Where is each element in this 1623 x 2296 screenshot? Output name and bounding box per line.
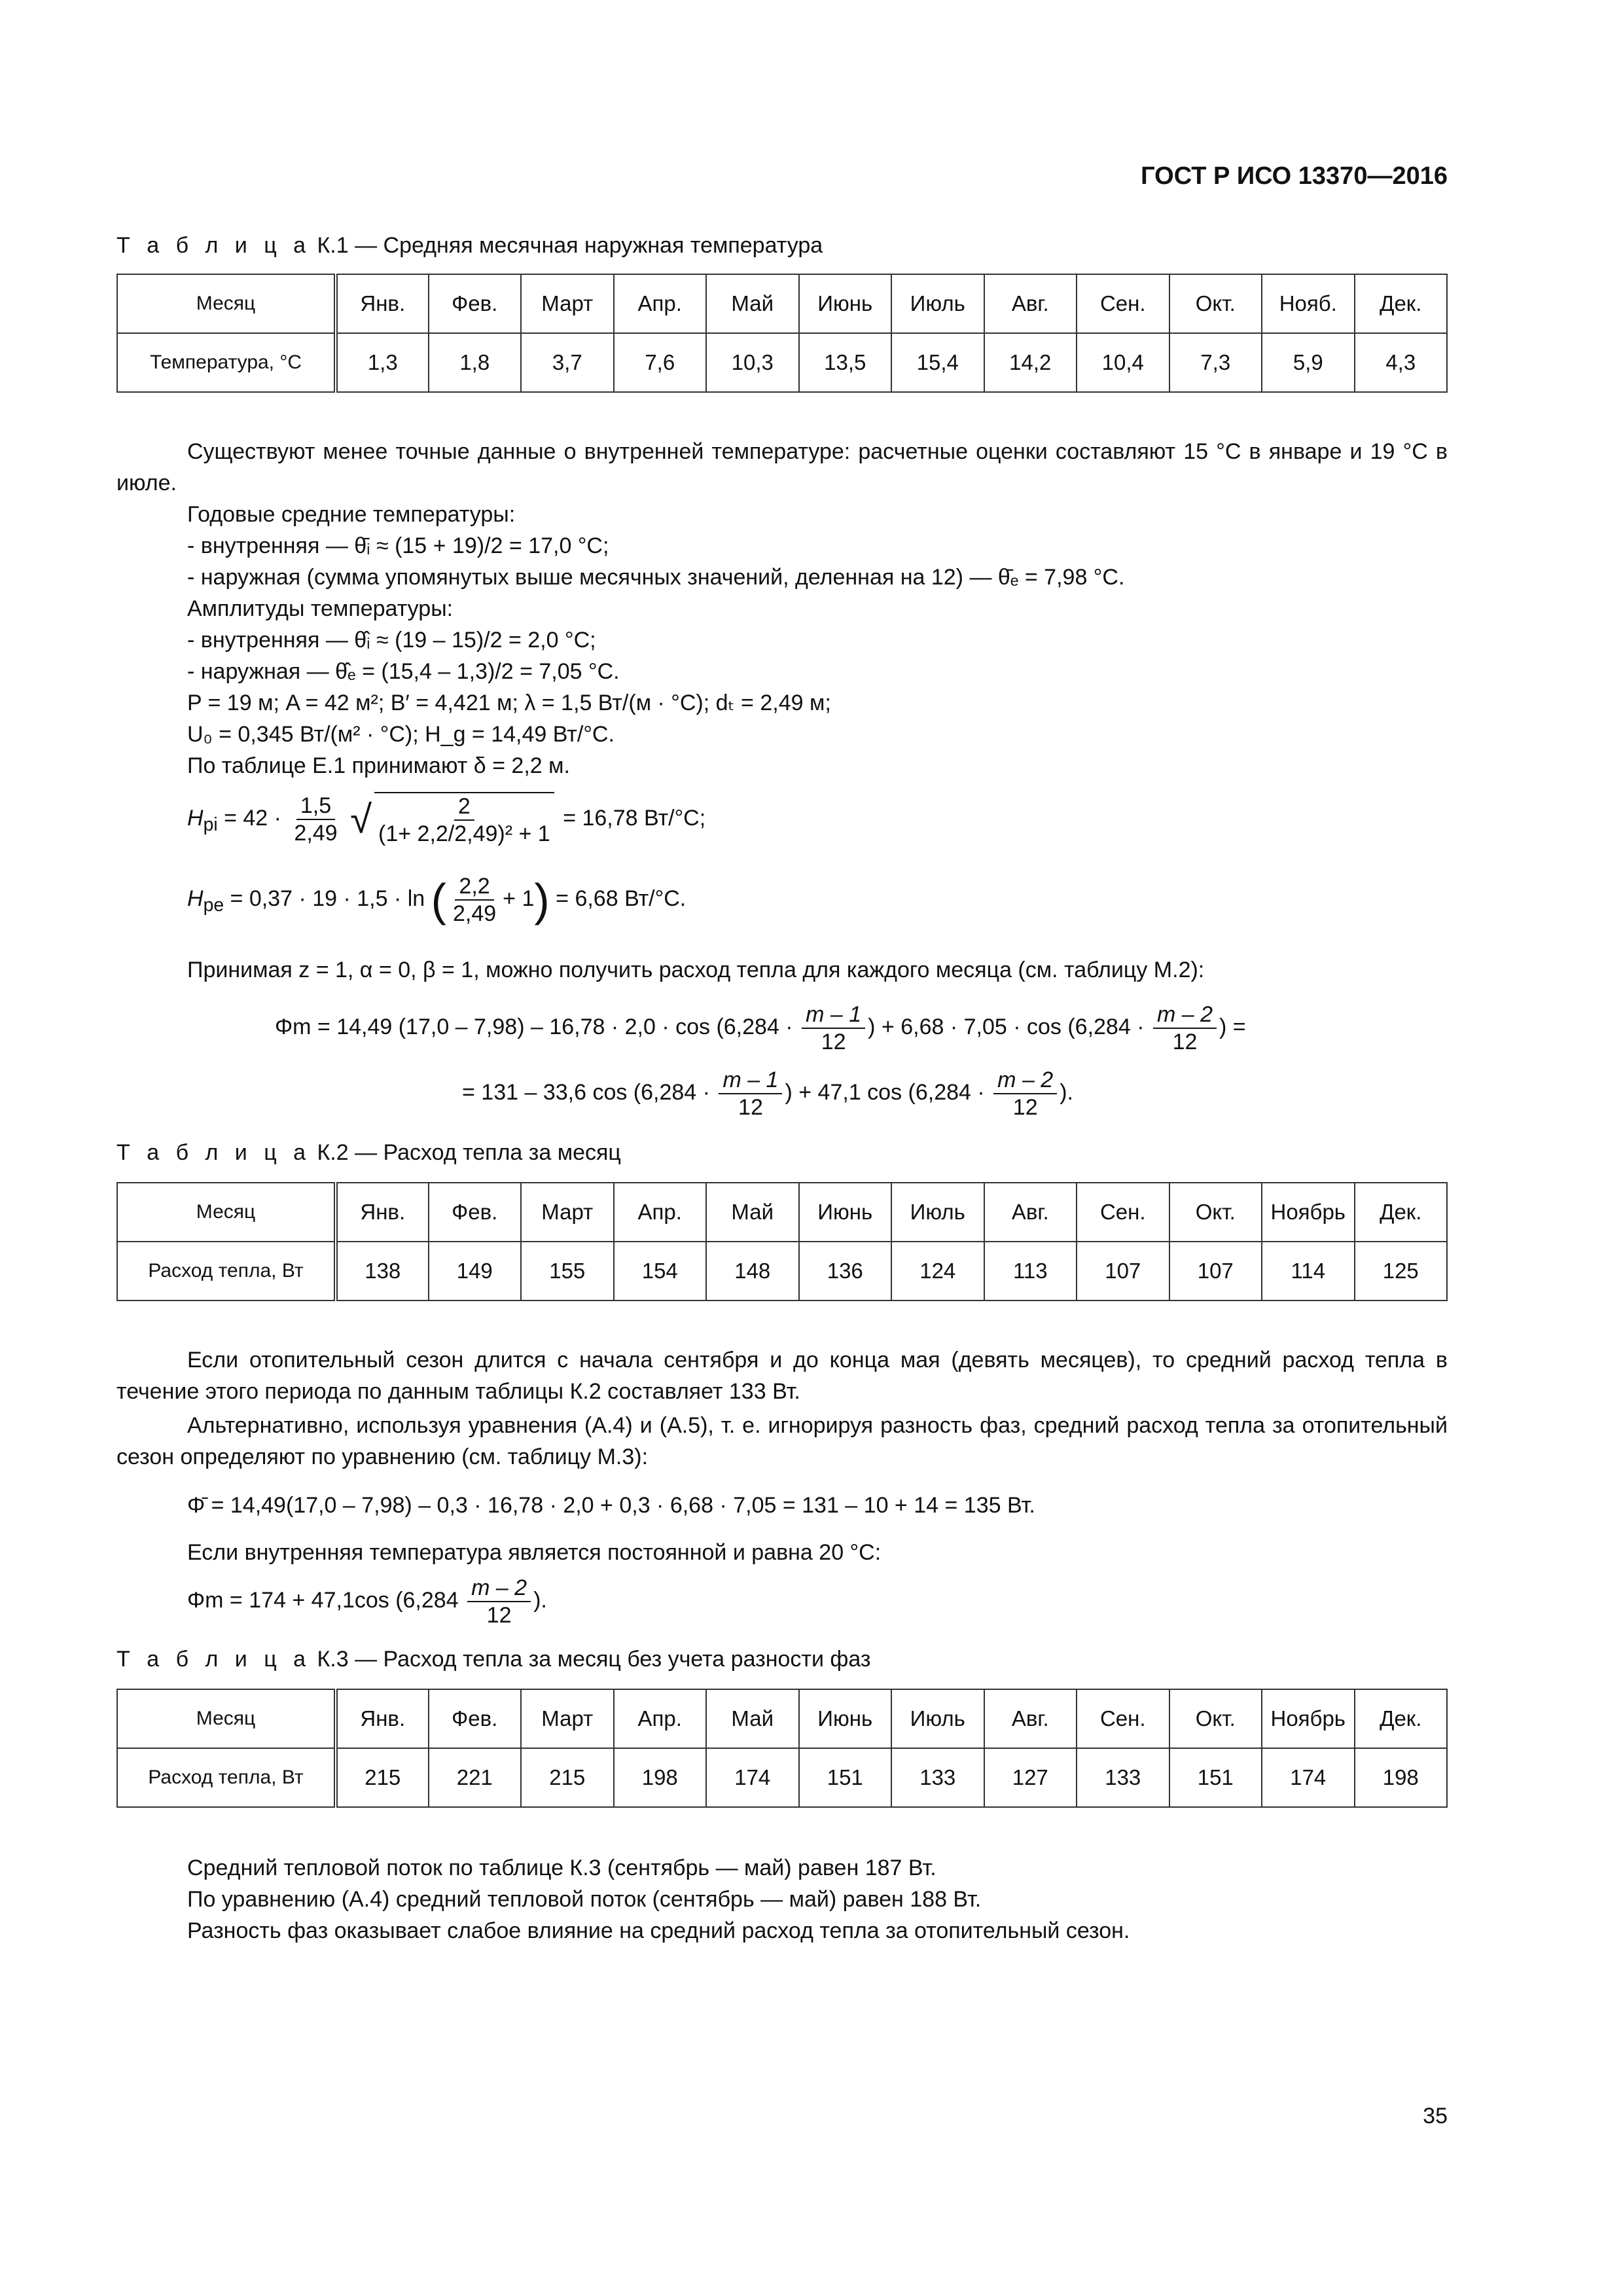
table3-header-row	[117, 1689, 1447, 1748]
table2-month-cell: Фев.	[429, 1183, 522, 1242]
table1-value-cell: 10,4	[1077, 333, 1169, 392]
table1-month-cell: Фев.	[429, 274, 522, 333]
annual-internal: - внутренняя — θ̄ᵢ ≈ (15 + 19)/2 = 17,0 °C;	[187, 533, 609, 558]
table2-value-cell: 125	[1355, 1242, 1448, 1300]
table1-month-cell: Март	[521, 274, 614, 333]
hpi-fraction-1: $\frac{1,5}{2,49}$	[294, 793, 338, 846]
table3-value-cell: 221	[429, 1748, 522, 1807]
formula-phi-constant: Φm = 174 + 47,1cos (6,284 $\frac{m - 2}{12}$ ).	[187, 1575, 547, 1628]
table1-value-cell: 7,3	[1169, 333, 1262, 392]
table2-month-cell: Сен.	[1077, 1183, 1169, 1242]
table1-row2-label: Температура, °С	[117, 333, 336, 392]
table1-value-cell: 1,8	[429, 333, 522, 392]
table3-row1-label: Месяц	[117, 1689, 336, 1748]
amplitude-external: - наружная — θ̂ₑ = (15,4 – 1,3)/2 = 7,05 °C.	[187, 659, 620, 684]
table1-row1-label: Месяц	[117, 274, 336, 333]
formula-phi-line2: = 131 – 33,6 cos (6,284 · $\frac{m - 1}{12}$ ) + 47,1 cos (6,284 · $\frac{m - 2}{12}$ ).	[462, 1067, 1073, 1120]
table3-caption: Т а б л и ц а К.3 — Расход тепла за месяц без учета разности фаз	[116, 1647, 871, 1672]
table2-value-cell: 148	[706, 1242, 799, 1300]
table2-values-row	[117, 1242, 1447, 1300]
amplitude-heading: Амплитуды температуры:	[187, 596, 454, 621]
table1-month-cell: Июль	[891, 274, 984, 333]
table2-month-cell: Авг.	[984, 1183, 1077, 1242]
table2-value-cell: 149	[429, 1242, 522, 1300]
sqrt-symbol: √	[350, 797, 372, 842]
table3-values-row	[117, 1748, 1447, 1807]
table2-month-cell: Ноябрь	[1262, 1183, 1355, 1242]
table3-value-cell: 174	[706, 1748, 799, 1807]
table1-value-cell: 5,9	[1262, 333, 1355, 392]
table3-month-cell: Дек.	[1355, 1689, 1448, 1748]
summary-line1: Средний тепловой поток по таблице К.3 (сентябрь — май) равен 187 Вт.	[187, 1856, 936, 1880]
table2-caption: Т а б л и ц а К.2 — Расход тепла за месяц	[116, 1140, 621, 1165]
formula-hpi: $H_{pi} = 42$ · $\frac{1,5}{2,49}$ √ $\frac{2}{\text{(1+ 2,2/2,49)² + 1}}$ = 16,78 Вт/°С;	[187, 793, 706, 846]
para-constant-temp: Если внутренняя температура является постоянной и равна 20 °С:	[187, 1540, 882, 1565]
table2-header-row	[117, 1183, 1447, 1242]
table1-value-cell: 13,5	[799, 333, 892, 392]
table3-value-cell: 133	[1077, 1748, 1169, 1807]
table1-value-cell: 1,3	[336, 333, 429, 392]
table3-value-cell: 198	[614, 1748, 707, 1807]
table1-value-cell: 14,2	[984, 333, 1077, 392]
table3-month-cell: Авг.	[984, 1689, 1077, 1748]
table3-month-cell: Июнь	[799, 1689, 892, 1748]
table3-month-cell: Март	[521, 1689, 614, 1748]
table1-month-cell: Май	[706, 274, 799, 333]
table3-value-cell: 215	[521, 1748, 614, 1807]
table3-month-cell: Ноябрь	[1262, 1689, 1355, 1748]
table3-value-cell: 151	[799, 1748, 892, 1807]
table2-value-cell: 107	[1077, 1242, 1169, 1300]
page-number: 35	[1423, 2104, 1448, 2128]
table2-month-cell: Апр.	[614, 1183, 707, 1242]
table3-month-cell: Фев.	[429, 1689, 522, 1748]
table3-value-cell: 127	[984, 1748, 1077, 1807]
table2-month-cell: Июнь	[799, 1183, 892, 1242]
table2-month-cell: Янв.	[336, 1183, 429, 1242]
amplitude-internal: - внутренняя — θ̂ᵢ ≈ (19 – 15)/2 = 2,0 °C;	[187, 628, 596, 653]
hpe-fraction: $\frac{2,2}{2,49}$	[452, 874, 497, 926]
table3-month-cell: Июль	[891, 1689, 984, 1748]
table2-value-cell: 107	[1169, 1242, 1262, 1300]
table3-row2-label: Расход тепла, Вт	[117, 1748, 336, 1807]
table1-header-row	[117, 274, 1447, 333]
table2-row1-label: Месяц	[117, 1183, 336, 1242]
table2-row2-label: Расход тепла, Вт	[117, 1242, 336, 1300]
delta-line: По таблице Е.1 принимают δ = 2,2 м.	[187, 753, 570, 778]
table1-value-cell: 3,7	[521, 333, 614, 392]
summary-line2: По уравнению (А.4) средний тепловой поток (сентябрь — май) равен 188 Вт.	[187, 1887, 982, 1912]
table3-value-cell: 198	[1355, 1748, 1448, 1807]
table2-value-cell: 155	[521, 1242, 614, 1300]
para-alternative: Альтернативно, используя уравнения (А.4) и (А.5), т. е. игнорируя разность фаз, средний расход тепла за отопительный сезон определяют по уравнению (см. таблицу М.3):	[116, 1413, 1448, 1469]
document-header: ГОСТ Р ИСО 13370—2016	[1141, 162, 1448, 190]
table2-value-cell: 113	[984, 1242, 1077, 1300]
table1-month-cell: Сен.	[1077, 274, 1169, 333]
table2-value-cell: 124	[891, 1242, 984, 1300]
table3-month-cell: Май	[706, 1689, 799, 1748]
parameters-line2: U₀ = 0,345 Вт/(м² · °С); H_g = 14,49 Вт/°С.	[187, 722, 615, 747]
table1-month-cell: Июнь	[799, 274, 892, 333]
table3-value-cell: 133	[891, 1748, 984, 1807]
para-internal-temp: Существуют менее точные данные о внутренней температуре: расчетные оценки составляют 15 °С в январе и 19 °С в июле.	[116, 439, 1448, 495]
formula-phi-mean: Φ̄ = 14,49(17,0 – 7,98) – 0,3 · 16,78 · 2,0 + 0,3 · 6,68 · 7,05 = 131 – 10 + 14 = 135 Вт.	[187, 1493, 1035, 1518]
annual-heading: Годовые средние температуры:	[187, 502, 516, 527]
table1-month-cell: Янв.	[336, 274, 429, 333]
formula-phi-line1: Φm = 14,49 (17,0 – 7,98) – 16,78 · 2,0 · cos (6,284 · $\frac{m - 1}{12}$ ) + 6,68 · 7,05 · cos (6,284 · $\frac{m - 2}{12}$ ) =	[275, 1002, 1246, 1054]
table1-values-row	[117, 333, 1447, 392]
hpi-fraction-2: $\frac{2}{\text{(1+ 2,2/2,49)² + 1}}$	[374, 792, 554, 847]
table1-month-cell: Апр.	[614, 274, 707, 333]
table1-month-cell: Дек.	[1355, 274, 1448, 333]
table3-month-cell: Окт.	[1169, 1689, 1262, 1748]
table2-month-cell: Март	[521, 1183, 614, 1242]
table3-value-cell: 151	[1169, 1748, 1262, 1807]
table1-value-cell: 15,4	[891, 333, 984, 392]
table1-value-cell: 4,3	[1355, 333, 1448, 392]
table3-value-cell: 215	[336, 1748, 429, 1807]
table1-month-cell: Авг.	[984, 274, 1077, 333]
annual-external: - наружная (сумма упомянутых выше месячных значений, деленная на 12) — θ̄ₑ = 7,98 °C.	[187, 565, 1125, 590]
table2-month-cell: Дек.	[1355, 1183, 1448, 1242]
accept-line: Принимая z = 1, α = 0, β = 1, можно получить расход тепла для каждого месяца (см. таблицу М.2):	[187, 958, 1205, 982]
table1-month-cell: Окт.	[1169, 274, 1262, 333]
table1-caption: Т а б л и ц а К.1 — Средняя месячная наружная температура	[116, 233, 823, 258]
table2-month-cell: Июль	[891, 1183, 984, 1242]
table2-month-cell: Окт.	[1169, 1183, 1262, 1242]
table3-month-cell: Апр.	[614, 1689, 707, 1748]
table3	[116, 1689, 1448, 1808]
table1-month-cell: Нояб.	[1262, 274, 1355, 333]
parameters-line1: P = 19 м; A = 42 м²; B′ = 4,421 м; λ = 1,5 Вт/(м · °С); dₜ = 2,49 м;	[187, 691, 831, 715]
table2-month-cell: Май	[706, 1183, 799, 1242]
para-heating-season: Если отопительный сезон длится с начала сентября и до конца мая (девять месяцев), то средний расход тепла в течение этого периода по данным таблицы К.2 составляет 133 Вт.	[116, 1348, 1448, 1404]
table1-value-cell: 10,3	[706, 333, 799, 392]
table2-value-cell: 138	[336, 1242, 429, 1300]
table3-month-cell: Янв.	[336, 1689, 429, 1748]
table2-value-cell: 154	[614, 1242, 707, 1300]
table3-month-cell: Сен.	[1077, 1689, 1169, 1748]
table1-value-cell: 7,6	[614, 333, 707, 392]
table3-value-cell: 174	[1262, 1748, 1355, 1807]
summary-line3: Разность фаз оказывает слабое влияние на средний расход тепла за отопительный сезон.	[187, 1918, 1130, 1943]
formula-hpe: $H_{pe} = 0,37 \cdot 19 \cdot 1,5 \cdot \ln$ ( $\frac{2,2}{2,49}$ + 1) = 6,68 Вт/°С.	[187, 874, 687, 926]
table1	[116, 274, 1448, 393]
table2-value-cell: 114	[1262, 1242, 1355, 1300]
table2-value-cell: 136	[799, 1242, 892, 1300]
table2	[116, 1182, 1448, 1301]
